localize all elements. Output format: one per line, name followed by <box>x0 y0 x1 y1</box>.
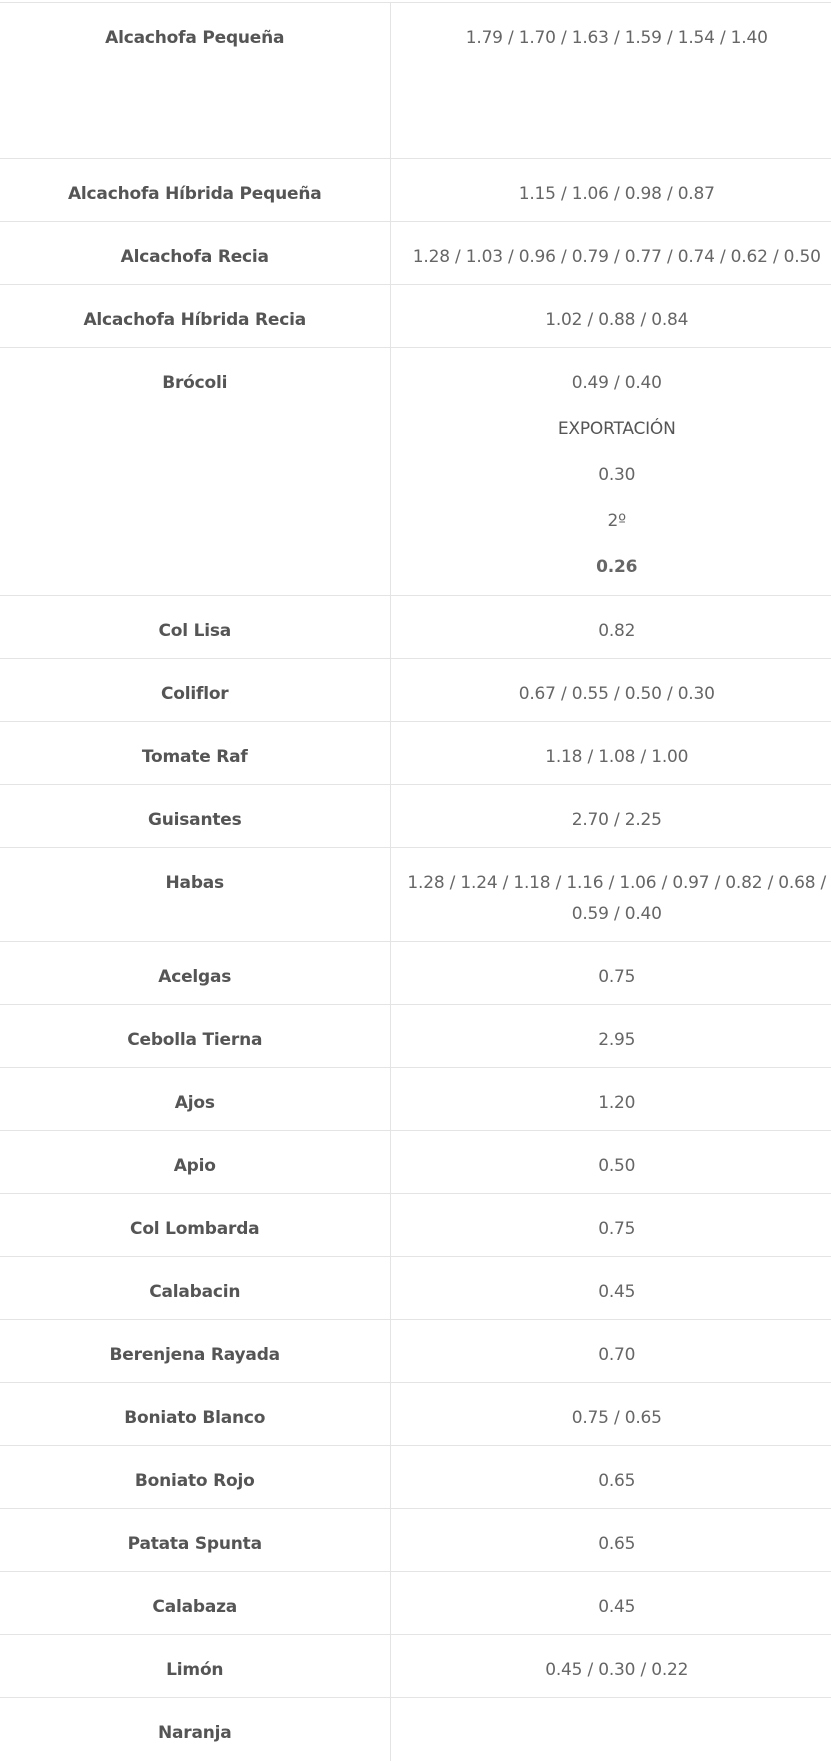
table-row <box>0 159 831 222</box>
product-name: Berenjena Rayada <box>0 1320 390 1383</box>
product-price <box>390 1068 831 1131</box>
product-name: Brócoli <box>0 348 390 596</box>
price-line: 0.70 <box>598 1345 636 1365</box>
product-price <box>390 1383 831 1446</box>
price-line: 1.02 / 0.88 / 0.84 <box>545 310 689 330</box>
product-price <box>390 1194 831 1257</box>
price-line: 0.45 <box>598 1282 636 1302</box>
product-price <box>390 942 831 1005</box>
product-name: Boniato Rojo <box>0 1446 390 1509</box>
table-row <box>0 722 831 785</box>
product-name: Cebolla Tierna <box>0 1005 390 1068</box>
price-line: 0.26 <box>596 557 638 577</box>
product-price <box>390 1257 831 1320</box>
product-name: Ajos <box>0 1068 390 1131</box>
product-price <box>390 1635 831 1698</box>
table-row <box>0 3 831 159</box>
product-price <box>390 1509 831 1572</box>
product-name: Calabacin <box>0 1257 390 1320</box>
product-price <box>390 1131 831 1194</box>
table-row <box>0 1383 831 1446</box>
price-line: 0.75 <box>598 967 636 987</box>
price-line: 0.82 <box>598 621 636 641</box>
table-row <box>0 348 831 596</box>
price-line: 0.65 <box>598 1471 636 1491</box>
product-price <box>390 1698 831 1761</box>
price-line: 0.65 <box>598 1534 636 1554</box>
table-row <box>0 942 831 1005</box>
table-row <box>0 1698 831 1761</box>
product-price <box>390 159 831 222</box>
product-name: Guisantes <box>0 785 390 848</box>
table-row <box>0 596 831 659</box>
price-line: 0.75 <box>598 1219 636 1239</box>
product-price <box>390 1005 831 1068</box>
table-row <box>0 1635 831 1698</box>
product-price <box>390 659 831 722</box>
price-section-label: EXPORTACIÓN <box>557 419 676 439</box>
price-line: 1.15 / 1.06 / 0.98 / 0.87 <box>518 184 715 204</box>
product-name: Alcachofa Híbrida Recia <box>0 285 390 348</box>
price-line: 1.28 / 1.03 / 0.96 / 0.79 / 0.77 / 0.74 / 0.62 / 0.50 <box>412 247 821 267</box>
price-line: 0.45 / 0.30 / 0.22 <box>545 1660 689 1680</box>
product-price <box>390 722 831 785</box>
price-line: 2.95 <box>598 1030 636 1050</box>
price-line: 0.67 / 0.55 / 0.50 / 0.30 <box>518 684 715 704</box>
product-price <box>390 785 831 848</box>
table-row <box>0 1572 831 1635</box>
price-line: 1.20 <box>598 1093 636 1113</box>
price-line: 0.30 <box>598 465 636 485</box>
product-name: Alcachofa Pequeña <box>0 3 390 159</box>
product-name: Naranja <box>0 1698 390 1761</box>
table-row <box>0 1068 831 1131</box>
product-price <box>390 1446 831 1509</box>
product-price <box>390 285 831 348</box>
price-line: 1.79 / 1.70 / 1.63 / 1.59 / 1.54 / 1.40 <box>465 28 768 48</box>
table-row <box>0 1131 831 1194</box>
product-name: Col Lombarda <box>0 1194 390 1257</box>
table-row <box>0 1257 831 1320</box>
product-name: Boniato Blanco <box>0 1383 390 1446</box>
table-row <box>0 848 831 942</box>
product-name: Tomate Raf <box>0 722 390 785</box>
table-row <box>0 1005 831 1068</box>
product-name: Habas <box>0 848 390 942</box>
product-price <box>390 1320 831 1383</box>
table-row <box>0 1194 831 1257</box>
table-row <box>0 659 831 722</box>
product-price <box>390 596 831 659</box>
price-line: 1.28 / 1.24 / 1.18 / 1.16 / 1.06 / 0.97 / 0.82 / 0.68 / 0.59 / 0.40 <box>407 873 827 924</box>
product-name: Calabaza <box>0 1572 390 1635</box>
price-line: 0.50 <box>598 1156 636 1176</box>
price-line: 2.70 / 2.25 <box>571 810 662 830</box>
product-price <box>390 348 831 596</box>
table-row <box>0 1320 831 1383</box>
product-price <box>390 222 831 285</box>
product-name: Alcachofa Híbrida Pequeña <box>0 159 390 222</box>
product-name: Apio <box>0 1131 390 1194</box>
table-row <box>0 785 831 848</box>
table-row <box>0 1446 831 1509</box>
product-name: Acelgas <box>0 942 390 1005</box>
product-price <box>390 3 831 159</box>
price-line: 1.18 / 1.08 / 1.00 <box>545 747 689 767</box>
product-name: Col Lisa <box>0 596 390 659</box>
price-line: 0.75 / 0.65 <box>571 1408 662 1428</box>
table-row <box>0 222 831 285</box>
product-name: Patata Spunta <box>0 1509 390 1572</box>
price-grade-label: 2º <box>607 511 626 531</box>
product-price <box>390 848 831 942</box>
product-name: Limón <box>0 1635 390 1698</box>
product-name: Alcachofa Recia <box>0 222 390 285</box>
product-name: Coliflor <box>0 659 390 722</box>
table-row <box>0 285 831 348</box>
price-table-body <box>0 3 831 1761</box>
price-line: 0.49 / 0.40 <box>571 373 662 393</box>
table-row <box>0 1509 831 1572</box>
product-price <box>390 1572 831 1635</box>
price-table <box>0 2 831 1761</box>
price-line: 0.45 <box>598 1597 636 1617</box>
